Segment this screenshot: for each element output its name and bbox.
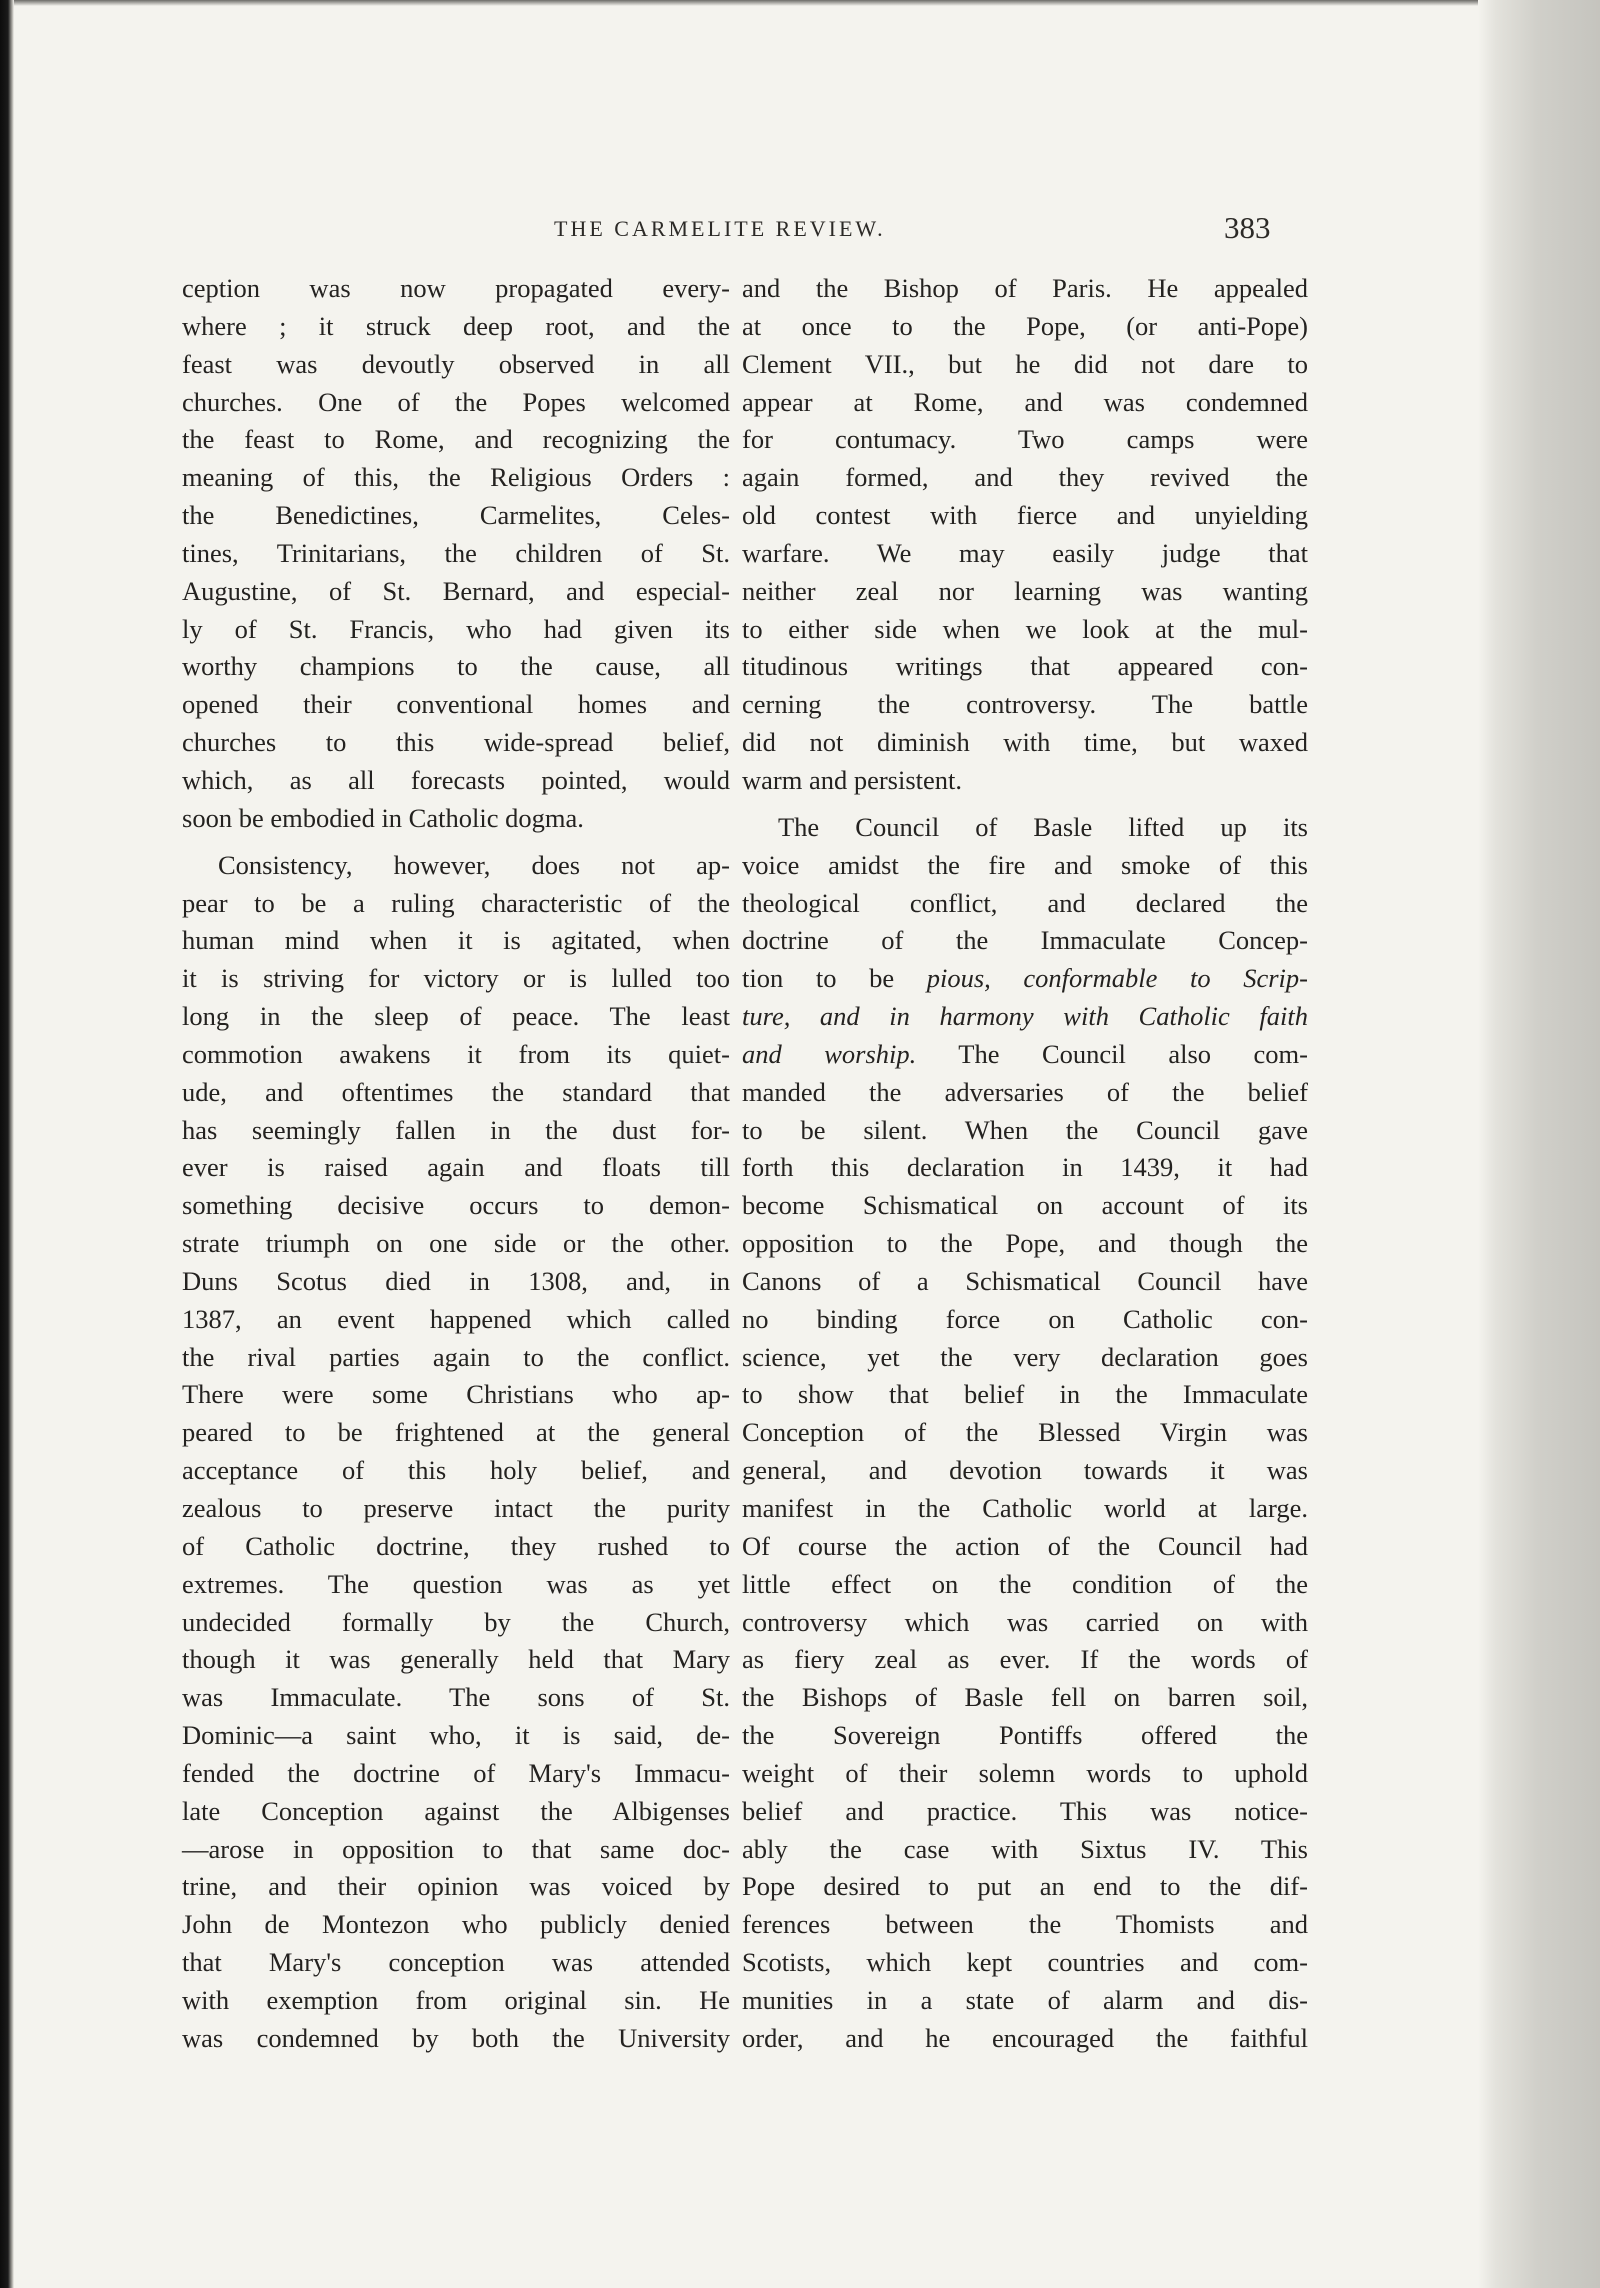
text-line: forth this declaration in 1439, it had [742, 1152, 1308, 1183]
text-line: voice amidst the fire and smoke of this [742, 849, 1308, 880]
text-line: ception was now propagated every- [182, 273, 730, 303]
text-line: meaning of this, the Religious Orders : [182, 462, 730, 493]
text-line: the feast to Rome, and recognizing the [182, 424, 730, 455]
text-line: warm and persistent. [742, 764, 963, 795]
text-line: opened their conventional homes and [182, 689, 730, 720]
text-line: with exemption from original sin. He [182, 1984, 730, 2015]
text-line: Scotists, which kept countries and com- [742, 1947, 1308, 1978]
paragraph-gap [742, 800, 1308, 809]
text-line-mixed [742, 960, 1308, 998]
text-line: which, as all forecasts pointed, would [182, 764, 730, 795]
text-line: of Catholic doctrine, they rushed to [182, 1530, 730, 1561]
text-line: the Bishops of Basle fell on barren soil, [742, 1682, 1308, 1713]
text-line: for contumacy. Two camps were [742, 424, 1308, 455]
text-line: 1387, an event happened which called [182, 1303, 730, 1334]
text-line: little effect on the condition of the [742, 1568, 1308, 1599]
text-line: Clement VII., but he did not dare to [742, 348, 1308, 379]
text-line: manifest in the Catholic world at large. [742, 1493, 1308, 1523]
text-line: was condemned by both the University [182, 2022, 730, 2053]
text-line: trine, and their opinion was voiced by [182, 1871, 730, 1902]
text-line: Duns Scotus died in 1308, and, in [182, 1265, 730, 1296]
right-column [742, 270, 1308, 2058]
text-line: churches. One of the Popes welcomed [182, 386, 730, 417]
scan-page-edge [1478, 0, 1600, 2288]
text-line: was Immaculate. The sons of St. [182, 1682, 730, 1713]
text-line: munities in a state of alarm and dis- [742, 1984, 1308, 2015]
text-line: controversy which was carried on with [742, 1606, 1308, 1637]
text-line: cerning the controversy. The battle [742, 689, 1308, 720]
text-line: ably the case with Sixtus IV. This [742, 1833, 1308, 1864]
text-line: general, and devotion towards it was [742, 1455, 1308, 1486]
italic-run: pious, conformable to Scrip- [926, 963, 1308, 994]
text-line: soon be embodied in Catholic dogma. [182, 802, 584, 833]
text-line: commotion awakens it from its quiet- [182, 1038, 730, 1069]
text-line: pear to be a ruling characteristic of the [182, 887, 730, 918]
text-line: tines, Trinitarians, the children of St. [182, 537, 730, 568]
text-line: something decisive occurs to demon- [182, 1190, 730, 1221]
text-line: the rival parties again to the conflict. [182, 1341, 730, 1372]
text-line: long in the sleep of peace. The least [182, 1001, 730, 1032]
text-line: to either side when we look at the mul- [742, 613, 1308, 644]
text-line: worthy champions to the cause, all [182, 651, 730, 682]
italic-line: ture, and in harmony with Catholic faith [742, 1001, 1308, 1032]
text-line: Canons of a Schismatical Council have [742, 1265, 1308, 1296]
text-line: ly of St. Francis, who had given its [182, 613, 730, 644]
text-line: —arose in opposition to that same doc- [182, 1833, 730, 1864]
text-line: where ; it struck deep root, and the [182, 310, 730, 341]
text-line: neither zeal nor learning was wanting [742, 575, 1308, 606]
text-line: late Conception against the Albigenses [182, 1795, 730, 1826]
text-line: to show that belief in the Immaculate [742, 1379, 1308, 1410]
left-column [182, 270, 730, 2058]
text-line: the Sovereign Pontiffs offered the [742, 1720, 1308, 1751]
italic-run: and worship. [742, 1038, 917, 1069]
text-line: doctrine of the Immaculate Concep- [742, 925, 1308, 956]
text-line: opposition to the Pope, and though the [742, 1228, 1308, 1259]
text-line: titudinous writings that appeared con- [742, 651, 1308, 682]
text-line: the Benedictines, Carmelites, Celes- [182, 500, 730, 531]
text-line: it is striving for victory or is lulled too [182, 963, 730, 994]
text-line: Of course the action of the Council had [742, 1530, 1308, 1561]
page-number: 383 [1224, 210, 1271, 245]
text-line-mixed [742, 1036, 1308, 1074]
text-line: ever is raised again and floats till [182, 1152, 730, 1183]
text-line: There were some Christians who ap- [182, 1379, 730, 1410]
text-line: warfare. We may easily judge that [742, 537, 1308, 568]
text-line: has seemingly fallen in the dust for- [182, 1114, 730, 1145]
text-line: belief and practice. This was notice- [742, 1795, 1308, 1826]
text-line: undecided formally by the Church, [182, 1606, 730, 1637]
text-line: did not diminish with time, but waxed [742, 727, 1308, 758]
running-title: THE CARMELITE REVIEW. [554, 216, 886, 241]
text-line: manded the adversaries of the belief [742, 1076, 1308, 1107]
text-line: feast was devoutly observed in all [182, 348, 730, 379]
text-line: ferences between the Thomists and [742, 1909, 1308, 1940]
text-line: churches to this wide-spread belief, [182, 727, 730, 758]
text-line: though it was generally held that Mary [182, 1644, 730, 1675]
text-line: science, yet the very declaration goes [742, 1341, 1308, 1372]
text-line: Augustine, of St. Bernard, and especial- [182, 575, 730, 606]
text-line: as fiery zeal as ever. If the words of [742, 1644, 1308, 1675]
text-line: Consistency, however, does not ap- [218, 849, 730, 880]
text-line: at once to the Pope, (or anti-Pope) [742, 310, 1308, 341]
paragraph-gap [182, 838, 730, 847]
text-line: order, and he encouraged the faithful [742, 2022, 1308, 2053]
text-run: The Council also com- [916, 1038, 1308, 1069]
scan-binding-shadow [0, 0, 14, 2288]
text-run: tion to be [742, 963, 927, 994]
text-line: to be silent. When the Council gave [742, 1114, 1308, 1145]
text-line: appear at Rome, and was condemned [742, 386, 1308, 417]
text-line: peared to be frightened at the general [182, 1417, 730, 1448]
text-line: zealous to preserve intact the purity [182, 1493, 730, 1523]
scan-top-edge [0, 0, 1600, 6]
text-line: extremes. The question was as yet [182, 1568, 730, 1599]
text-line: Conception of the Blessed Virgin was [742, 1417, 1308, 1448]
text-line: fended the doctrine of Mary's Immacu- [182, 1757, 730, 1788]
text-line: Pope desired to put an end to the dif- [742, 1871, 1308, 1902]
text-line: The Council of Basle lifted up its [778, 811, 1308, 842]
text-line: weight of their solemn words to uphold [742, 1757, 1308, 1788]
text-line: strate triumph on one side or the other. [182, 1228, 730, 1259]
text-line: and the Bishop of Paris. He appealed [742, 273, 1308, 303]
text-line: Dominic—a saint who, it is said, de- [182, 1720, 730, 1751]
text-line: acceptance of this holy belief, and [182, 1455, 730, 1486]
text-line: old contest with fierce and unyielding [742, 500, 1308, 531]
text-line: ude, and oftentimes the standard that [182, 1076, 730, 1107]
text-line: become Schismatical on account of its [742, 1190, 1308, 1221]
text-line: theological conflict, and declared the [742, 887, 1308, 918]
text-line: that Mary's conception was attended [182, 1947, 730, 1978]
text-line: no binding force on Catholic con- [742, 1303, 1308, 1334]
text-line: again formed, and they revived the [742, 462, 1308, 493]
text-line: John de Montezon who publicly denied [182, 1909, 730, 1940]
text-line: human mind when it is agitated, when [182, 925, 730, 956]
